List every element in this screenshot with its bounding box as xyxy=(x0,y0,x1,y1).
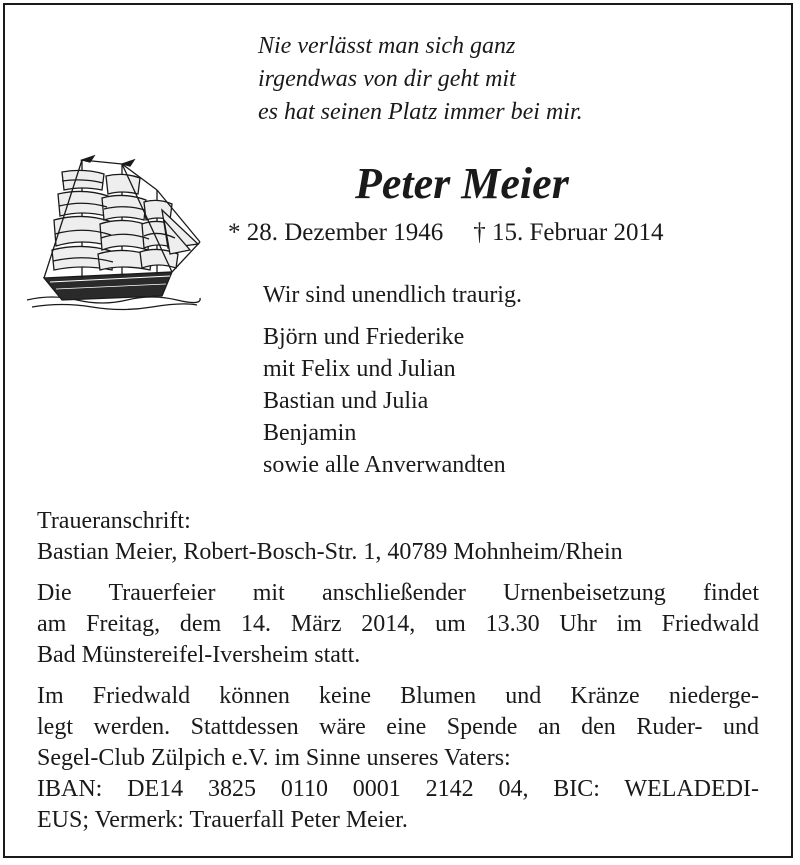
ceremony-line: Die Trauerfeier mit anschließender Urnenbeisetzung findet xyxy=(37,580,759,606)
donation-line: EUS; Vermerk: Trauerfall Peter Meier. xyxy=(37,807,408,833)
family-block xyxy=(263,279,763,481)
family-member: sowie alle Anverwandten xyxy=(263,452,506,478)
birth-date: * 28. Dezember 1946 xyxy=(228,219,444,246)
donation-paragraph xyxy=(37,681,759,836)
ceremony-line: am Freitag, dem 14. März 2014, um 13.30 Uhr im Friedwald xyxy=(37,611,759,637)
donation-line: legt werden. Stattdessen wäre eine Spende an den Ruder- und xyxy=(37,714,759,740)
address-label: Traueranschrift: xyxy=(37,508,191,534)
family-member: Bastian und Julia xyxy=(263,388,429,414)
poem-line: Nie verlässt man sich ganz xyxy=(258,33,516,59)
ceremony-line: Bad Münstereifel-Iversheim statt. xyxy=(37,642,361,668)
poem-line: irgendwas von dir geht mit xyxy=(258,66,516,92)
family-member: mit Felix und Julian xyxy=(263,356,456,382)
death-date: † 15. Februar 2014 xyxy=(473,219,664,246)
address-paragraph xyxy=(37,506,759,568)
donation-line: IBAN: DE14 3825 0110 0001 2142 04, BIC: WELADEDI- xyxy=(37,776,759,802)
deceased-name: Peter Meier xyxy=(355,159,569,208)
ceremony-paragraph xyxy=(37,578,759,671)
family-intro: Wir sind unendlich traurig. xyxy=(263,282,522,308)
sailing-ship-icon xyxy=(22,150,202,315)
family-member: Benjamin xyxy=(263,420,357,446)
donation-line: Segel-Club Zülpich e.V. im Sinne unseres Vaters: xyxy=(37,745,511,771)
address-line: Bastian Meier, Robert-Bosch-Str. 1, 40789 Mohnheim/Rhein xyxy=(37,539,623,565)
obituary-body xyxy=(37,506,759,846)
memorial-poem xyxy=(258,30,758,129)
life-dates xyxy=(228,216,788,250)
poem-line: es hat seinen Platz immer bei mir. xyxy=(258,99,583,125)
family-member: Björn und Friederike xyxy=(263,324,465,350)
donation-line: Im Friedwald können keine Blumen und Kränze niederge- xyxy=(37,683,759,709)
